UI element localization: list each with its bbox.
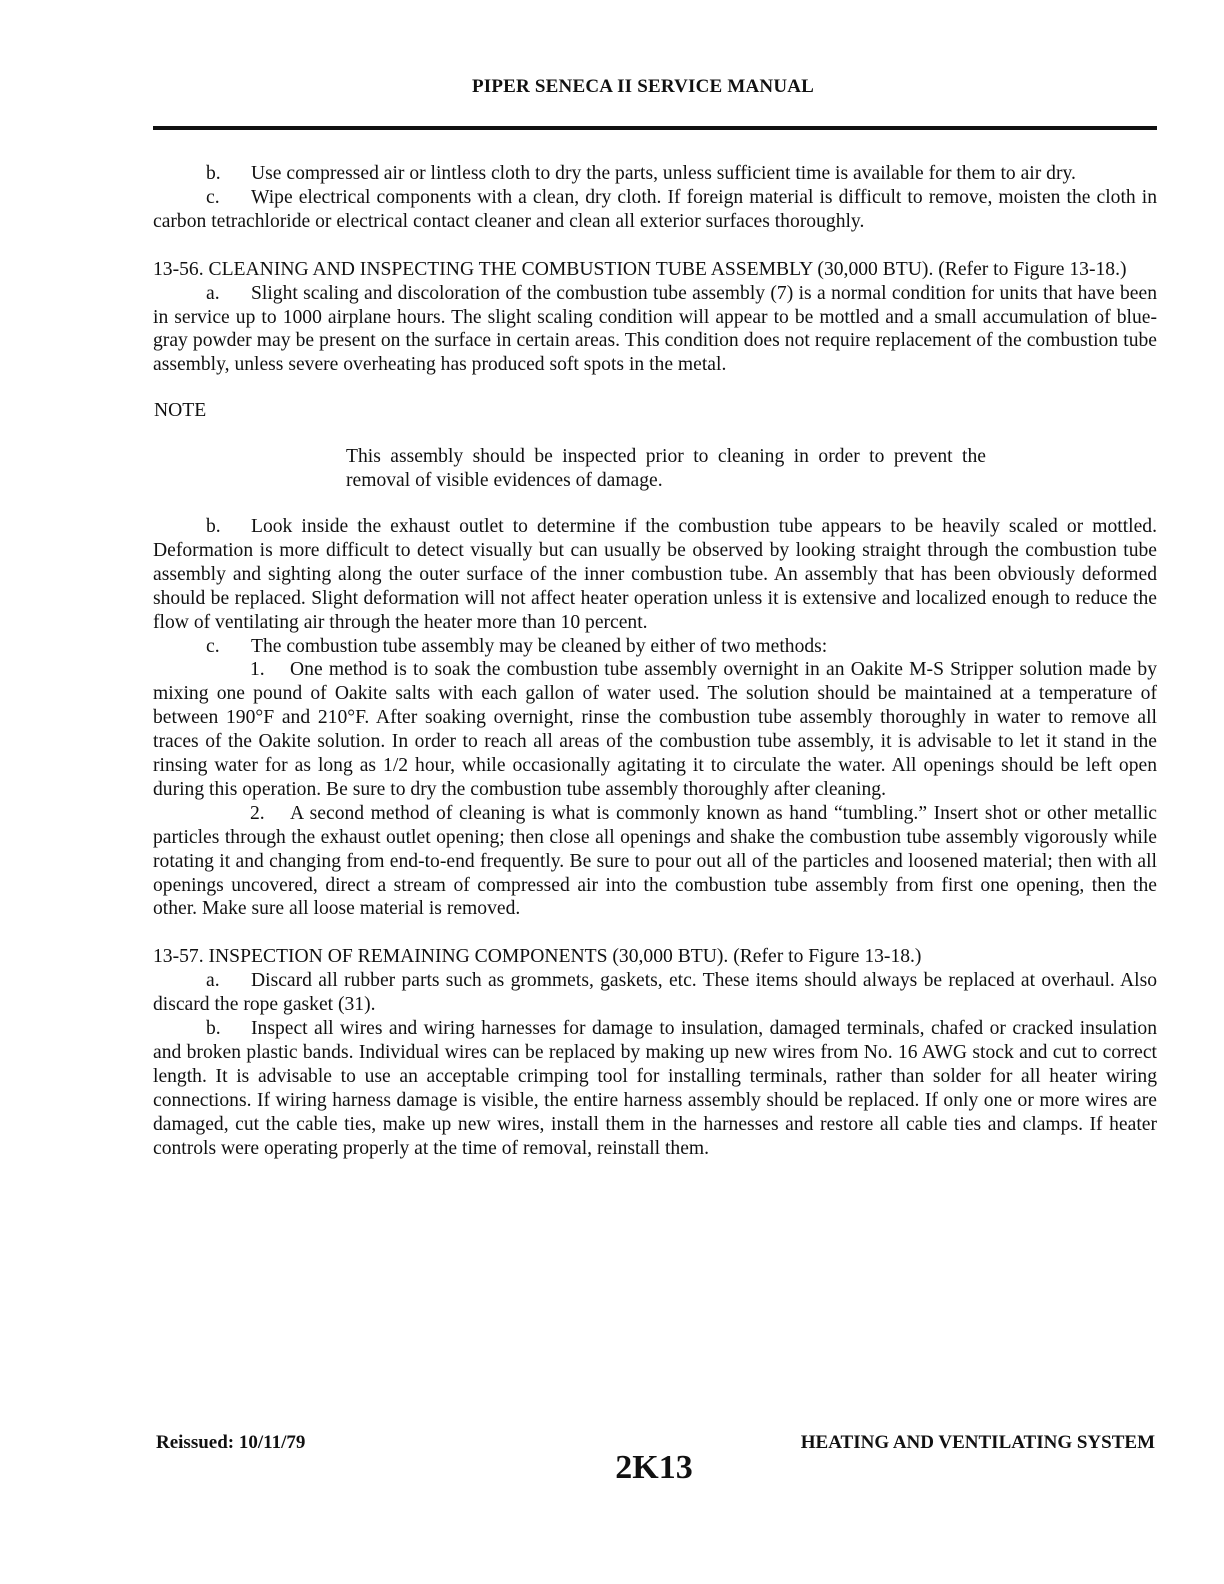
- item-text: Inspect all wires and wiring harnesses for damage to insulation, damaged terminals, chafed or cracked insulation and broken plastic bands. Individual wires can be replaced by making up new wires from No. 16 AWG stock and cut to correct length. It is advisable to use an acceptable crimping tool for installing terminals, rather than solder for all heater wiring connections. If wiring harness damage is visible, the entire harness assembly should be replaced. If only one or more wires are damaged, cut the cable ties, make up new wires, install them in the harnesses and restore all cable ties and clamps. If heater controls were operating properly at the time of removal, reinstall them.: [153, 1018, 1157, 1159]
- item-text: One method is to soak the combustion tube assembly overnight in an Oakite M-S Stripper solution made by mixing one pound of Oakite salts with each gallon of water used. The solution should be maintained at a temperature of between 190°F and 210°F. After soaking overnight, rinse the combustion tube assembly thoroughly in water to remove all traces of the Oakite solution. In order to reach all areas of the combustion tube assembly, it is advisable to let it stand in the rinsing water for as long as 1/2 hour, while occasionally agitating it to circulate the water. All openings should be left open during this operation. Be sure to dry the combustion tube assembly thoroughly after cleaning.: [153, 659, 1157, 800]
- item-text: Slight scaling and discoloration of the combustion tube assembly (7) is a normal condition for units that have been in service up to 1000 airplane hours. The slight scaling condition will appear to be mottled and a small accumulation of blue-gray powder may be present on the surface in certain areas. This condition does not require replacement of the combustion tube assembly, unless severe overheating has produced soft spots in the metal.: [153, 282, 1157, 376]
- section-13-56-item-b: [153, 515, 1157, 635]
- section-13-56-item-c: [153, 635, 1157, 659]
- section-13-57-heading: 13-57. INSPECTION OF REMAINING COMPONENTS (30,000 BTU). (Refer to Figure 13-18.): [153, 946, 922, 968]
- item-text: A second method of cleaning is what is commonly known as hand “tumbling.” Insert shot or other metallic particles through the exhaust outlet opening; then close all openings and shake the combustion tube assembly vigorously while rotating it and changing from end-to-end frequently. Be sure to pour out all of the particles and loosened material; then with all openings uncovered, direct a stream of compressed air into the combustion tube assembly from first one opening, then the other. Make sure all loose material is removed.: [153, 802, 1157, 920]
- intro-item-c: [153, 186, 1157, 234]
- cleaning-method-1: [153, 658, 1157, 801]
- footer-section-title: HEATING AND VENTILATING SYSTEM: [800, 1432, 1155, 1453]
- intro-item-b: [153, 162, 1157, 186]
- page-header-title: PIPER SENECA II SERVICE MANUAL: [471, 76, 815, 97]
- section-13-57-item-b: [153, 1017, 1157, 1160]
- page-number: 2K13: [615, 1449, 693, 1486]
- item-text: Use compressed air or lintless cloth to dry the parts, unless sufficient time is available for them to air dry.: [251, 163, 1076, 184]
- cleaning-method-2: [153, 802, 1157, 922]
- item-text: Look inside the exhaust outlet to determine if the combustion tube appears to be heavily scaled or mottled. Deformation is more difficult to detect visually but can usually be observed by looking straight through the combustion tube assembly and sighting along the outer surface of the inner combustion tube. An assembly that has been obviously deformed should be replaced. Slight deformation will not affect heater operation unless it is extensive and localized enough to reduce the flow of ventilating air through the heater more than 10 percent.: [153, 515, 1157, 633]
- item-label: b.: [206, 163, 221, 184]
- section-13-57-item-a: [153, 969, 1157, 1017]
- footer-reissued-date: Reissued: 10/11/79: [156, 1432, 306, 1453]
- item-label: 2.: [250, 802, 265, 824]
- item-label: a.: [206, 970, 220, 992]
- item-text: Discard all rubber parts such as grommets, gaskets, etc. These items should always be replaced at overhaul. Also discard the rope gasket (31).: [153, 970, 1157, 1016]
- page-body: [153, 162, 1157, 1161]
- item-label: a.: [206, 282, 220, 304]
- note-title: NOTE: [154, 400, 207, 422]
- header-rule: [153, 126, 1157, 130]
- item-label: c.: [206, 635, 220, 657]
- section-13-56-heading: 13-56. CLEANING AND INSPECTING THE COMBUSTION TUBE ASSEMBLY (30,000 BTU). (Refer to Figure 13-18.): [153, 258, 1127, 280]
- section-13-56-item-a: [153, 282, 1157, 378]
- note-text: This assembly should be inspected prior to cleaning in order to prevent the removal of visible evidences of damage.: [346, 446, 986, 492]
- item-label: b.: [206, 515, 221, 537]
- item-label: 1.: [250, 659, 265, 681]
- item-label: b.: [206, 1018, 221, 1040]
- item-text: The combustion tube assembly may be cleaned by either of two methods:: [251, 635, 828, 657]
- item-text: Wipe electrical components with a clean, dry cloth. If foreign material is difficult to remove, moisten the cloth in carbon tetrachloride or electrical contact cleaner and clean all exterior surfaces thoroughly.: [153, 186, 1157, 232]
- item-label: c.: [206, 186, 220, 208]
